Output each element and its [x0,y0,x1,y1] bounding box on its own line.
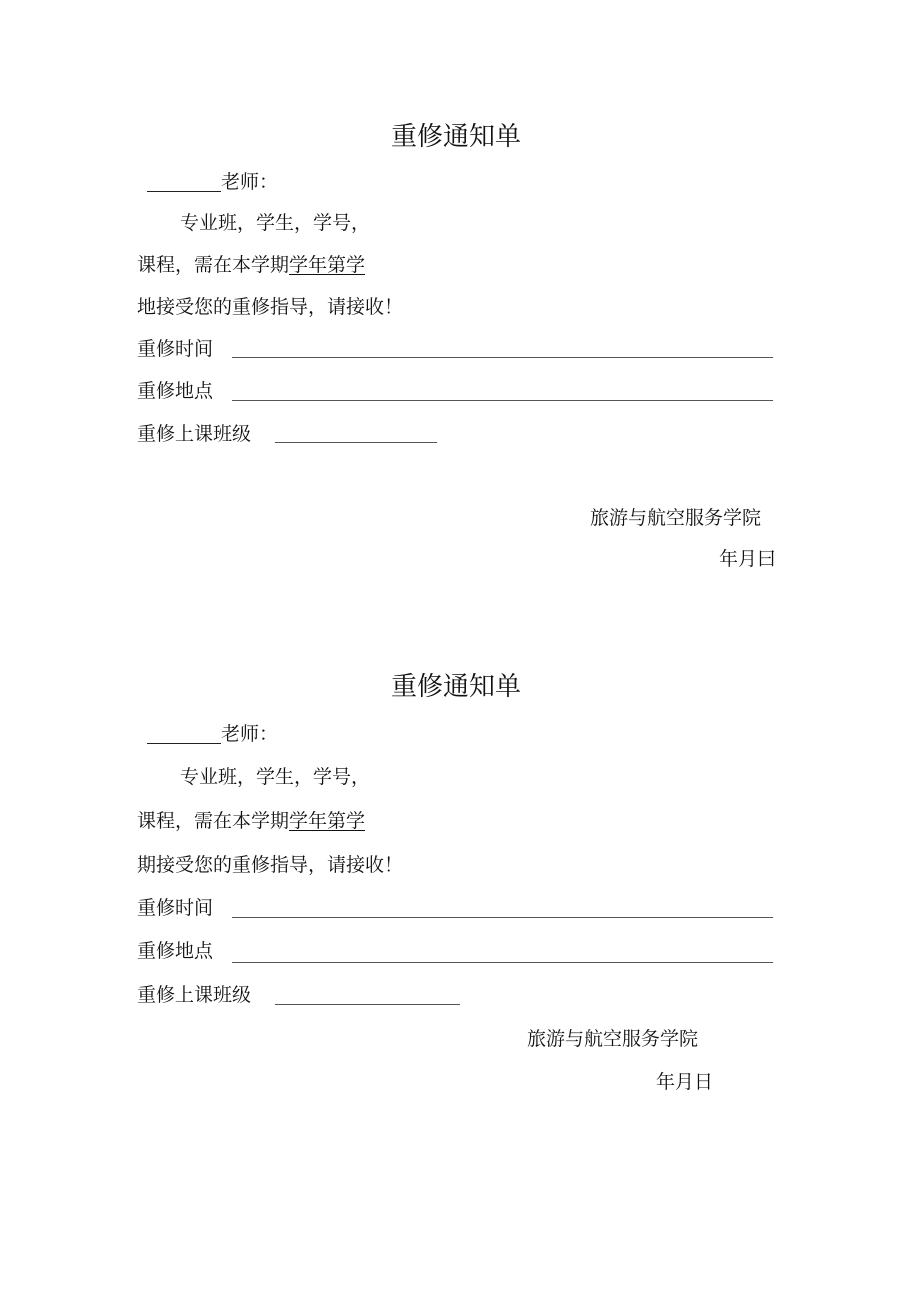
course-line-prefix: 课程，需在本学期 [137,254,290,276]
retake-time-label: 重修时间 [137,338,214,360]
issue-date: 年月日 [656,1071,714,1093]
retake-class-blank [275,1004,460,1005]
teacher-suffix: 老师： [221,723,279,745]
course-line-term: 学年第学 [289,810,366,832]
instruction-line: 地接受您的重修指导，请接收！ [137,296,404,318]
retake-location-blank [232,962,773,963]
course-line [137,256,365,275]
retake-time-blank [232,357,773,358]
notice-title: 重修通知单 [391,122,522,152]
teacher-line [147,173,278,192]
course-line-term: 学年第学 [289,254,366,276]
issuing-college: 旅游与航空服务学院 [527,1028,699,1050]
notice-title: 重修通知单 [391,672,522,702]
retake-time-label: 重修时间 [137,897,214,919]
retake-class-label: 重修上课班级 [137,984,252,1006]
course-line-prefix: 课程，需在本学期 [137,810,290,832]
teacher-suffix: 老师： [221,171,279,193]
instruction-line: 期接受您的重修指导，请接收！ [137,854,404,876]
retake-location-label: 重修地点 [137,940,214,962]
student-info-line: 专业班，学生，学号， [180,766,371,788]
course-line [137,812,365,831]
retake-time-blank [232,917,773,918]
retake-location-label: 重修地点 [137,380,214,402]
teacher-name-blank [147,190,221,192]
retake-location-blank [232,400,773,401]
issue-date: 年月曰 [719,548,777,570]
issuing-college: 旅游与航空服务学院 [590,507,762,529]
teacher-line [147,725,278,744]
student-info-line: 专业班，学生，学号， [180,212,371,234]
teacher-name-blank [147,742,221,744]
retake-class-blank [275,442,437,443]
retake-class-label: 重修上课班级 [137,423,252,445]
